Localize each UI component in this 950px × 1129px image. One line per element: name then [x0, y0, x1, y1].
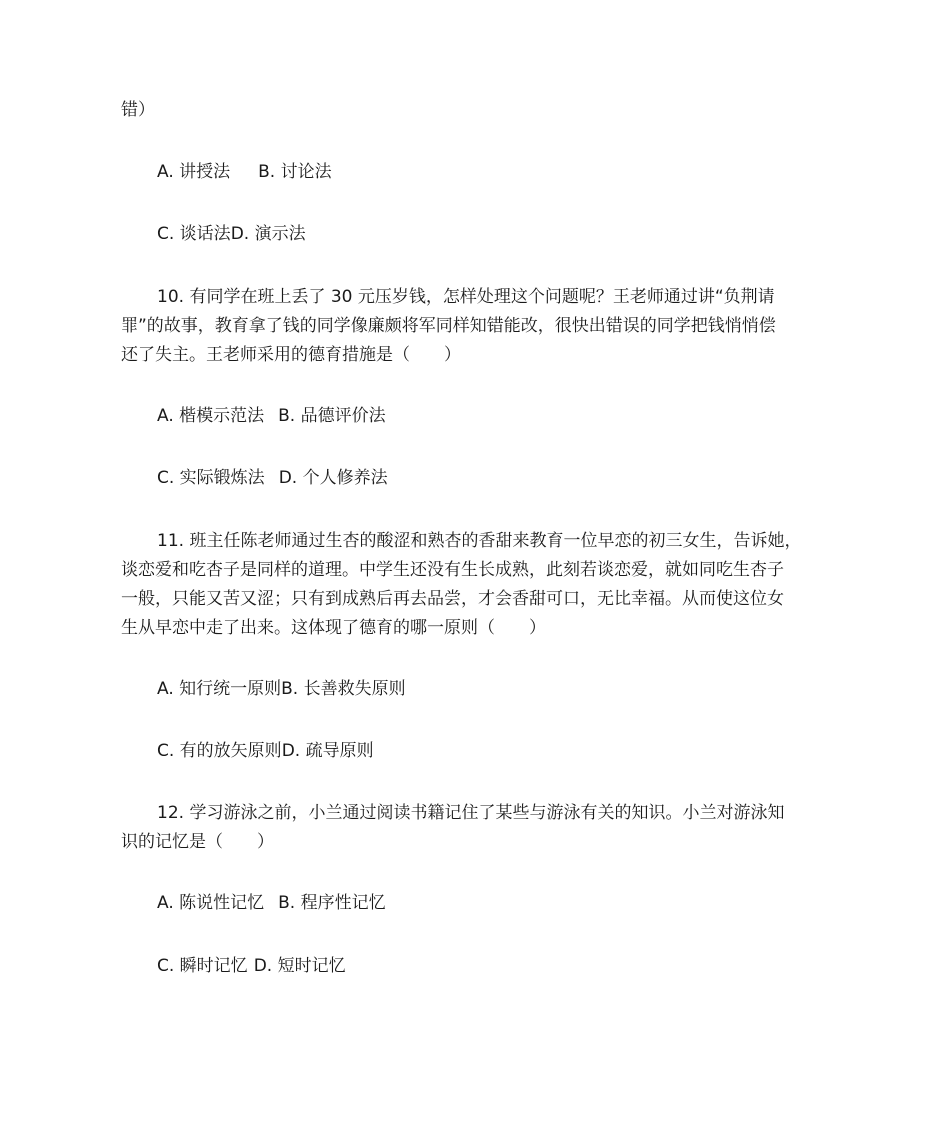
q12-stem-line-1: 12. 学习游泳之前，小兰通过阅读书籍记住了某些与游泳有关的知识。小兰对游泳知 — [157, 803, 785, 823]
q11-option-d: D. 疏导原则 — [281, 741, 374, 761]
q11-options-row-1 — [157, 676, 406, 702]
text-line-q9-tail: 错） — [121, 100, 155, 120]
q9-options-row-1 — [157, 159, 332, 185]
q11-option-a: A. 知行统一原则 — [157, 679, 282, 699]
q10-stem-line-2: 罪”的故事，教育拿了钱的同学像廉颇将军同样知错能改，很快出错误的同学把钱悄悄偿 — [121, 316, 776, 336]
q9-option-d: D. 演示法 — [230, 224, 306, 244]
q12-option-a: A. 陈说性记忆 — [157, 893, 265, 913]
q12-option-d: D. 短时记忆 — [253, 956, 346, 976]
q10-options-row-2 — [157, 465, 388, 491]
q12-options-row-2 — [157, 953, 346, 979]
q10-options-row-1 — [157, 403, 386, 429]
q10-stem-line-3: 还了失主。王老师采用的德育措施是（ ） — [121, 345, 461, 365]
q9-option-b: B. 讨论法 — [258, 162, 332, 182]
q12-option-c: C. 瞬时记忆 — [157, 956, 248, 976]
q11-option-c: C. 有的放矢原则 — [157, 741, 282, 761]
q11-stem-line-2: 谈恋爱和吃杏子是同样的道理。中学生还没有生长成熟，此刻若谈恋爱，就如同吃生杏子 — [121, 560, 784, 580]
q10-option-c: C. 实际锻炼法 — [157, 468, 265, 488]
q10-stem-line-1: 10. 有同学在班上丢了 30 元压岁钱，怎样处理这个问题呢？王老师通过讲“负荆请 — [157, 287, 775, 307]
q11-stem-line-4: 生从早恋中走了出来。这体现了德育的哪一原则（ ） — [121, 618, 546, 638]
q9-option-a: A. 讲授法 — [157, 162, 231, 182]
q10-option-a: A. 楷模示范法 — [157, 406, 265, 426]
q11-option-b: B. 长善救失原则 — [281, 679, 406, 699]
q11-options-row-2 — [157, 738, 374, 764]
q9-option-c: C. 谈话法 — [157, 224, 231, 244]
q12-options-row-1 — [157, 890, 386, 916]
q9-options-row-2 — [157, 221, 306, 247]
q10-option-b: B. 品德评价法 — [278, 406, 386, 426]
q11-stem-line-1: 11. 班主任陈老师通过生杏的酸涩和熟杏的香甜来教育一位早恋的初三女生，告诉她， — [157, 531, 802, 551]
q12-stem-line-2: 识的记忆是（ ） — [121, 832, 274, 852]
q10-option-d: D. 个人修养法 — [278, 468, 388, 488]
q11-stem-line-3: 一般，只能又苦又涩；只有到成熟后再去品尝，才会香甜可口，无比幸福。从而使这位女 — [121, 589, 784, 609]
q12-option-b: B. 程序性记忆 — [278, 893, 386, 913]
